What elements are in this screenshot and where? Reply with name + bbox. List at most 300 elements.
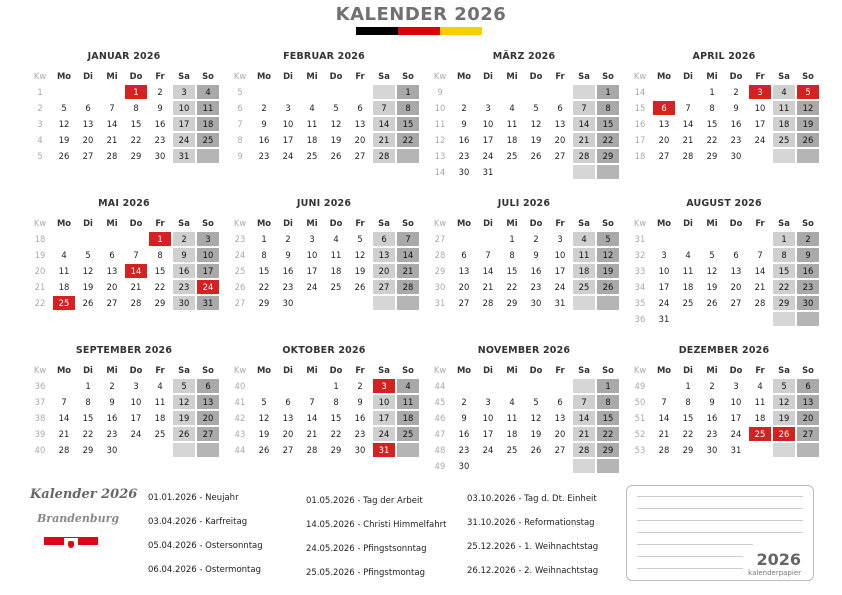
day-cell: 12 xyxy=(797,101,819,115)
day-cell: 18 xyxy=(197,117,219,131)
page-title: KALENDER 2026 xyxy=(335,4,507,25)
day-cell: 28 xyxy=(482,298,494,308)
day-cell: 29 xyxy=(597,149,619,163)
day-cell: 17 xyxy=(658,282,670,292)
day-cell: 10 xyxy=(754,103,766,113)
german-flag-stripe xyxy=(356,27,482,35)
day-cell: 21 xyxy=(373,133,395,147)
empty-cell xyxy=(453,379,475,393)
day-cell: 18 xyxy=(573,264,595,278)
day-cell: 28 xyxy=(573,443,595,457)
month-grid xyxy=(28,362,220,458)
day-cell: 20 xyxy=(730,282,742,292)
day-cell: 29 xyxy=(506,298,518,308)
day-cell: 8 xyxy=(773,248,795,262)
weekday-header: Mi xyxy=(506,218,518,228)
weekday-header: Fr xyxy=(755,365,765,375)
holiday-item: 05.04.2026 - Ostersonntag xyxy=(148,541,263,551)
day-cell: 23 xyxy=(706,429,718,439)
weekday-header: Mi xyxy=(506,71,518,81)
weekday-header: Di xyxy=(683,218,693,228)
day-cell: 12 xyxy=(773,395,795,409)
day-cell: 7 xyxy=(757,250,763,260)
weekday-header: So xyxy=(402,71,414,81)
eagle-coat-of-arms-icon xyxy=(64,538,78,552)
day-cell: 13 xyxy=(554,413,566,423)
day-cell: 10 xyxy=(554,250,566,260)
week-number: 22 xyxy=(34,298,46,308)
day-cell: 11 xyxy=(58,266,70,276)
week-number: 33 xyxy=(634,266,646,276)
brand-title: Kalender 2026 xyxy=(30,487,138,502)
day-cell: 21 xyxy=(573,427,595,441)
day-cell: 27 xyxy=(354,151,366,161)
empty-cell xyxy=(725,232,747,246)
day-cell: 1 xyxy=(685,381,691,391)
day-cell: 12 xyxy=(173,395,195,409)
week-number: 15 xyxy=(634,103,646,113)
week-number: 27 xyxy=(234,298,246,308)
day-cell: 20 xyxy=(658,135,670,145)
month-title: DEZEMBER 2026 xyxy=(678,345,770,356)
day-cell: 30 xyxy=(530,298,542,308)
day-cell: 13 xyxy=(282,413,294,423)
day-cell: 21 xyxy=(658,429,670,439)
day-cell: 3 xyxy=(173,85,195,99)
weekday-header: Di xyxy=(683,71,693,81)
day-cell: 5 xyxy=(709,250,715,260)
month-5 xyxy=(28,197,220,311)
day-cell: 4 xyxy=(157,381,163,391)
weekday-header: Do xyxy=(729,218,743,228)
day-cell: 13 xyxy=(797,395,819,409)
day-cell: 3 xyxy=(485,397,491,407)
day-cell: 18 xyxy=(397,411,419,425)
day-cell: 10 xyxy=(306,250,318,260)
day-cell: 6 xyxy=(197,379,219,393)
day-cell: 14 xyxy=(482,266,494,276)
weekday-header: So xyxy=(602,218,614,228)
flag-stripe-red xyxy=(398,27,440,35)
weekday-header: Di xyxy=(483,71,493,81)
weekday-header: Fr xyxy=(555,71,565,81)
month-grid xyxy=(228,362,420,458)
empty-cell xyxy=(501,85,523,99)
day-cell: 4 xyxy=(773,85,795,99)
month-8 xyxy=(628,197,820,327)
weekday-header: Fr xyxy=(155,218,165,228)
holiday-list-column-3 xyxy=(467,487,598,583)
day-cell: 10 xyxy=(730,397,742,407)
day-cell: 13 xyxy=(354,119,366,129)
day-cell: 11 xyxy=(397,395,419,409)
day-cell: 28 xyxy=(106,151,118,161)
empty-cell xyxy=(773,149,795,163)
day-cell: 26 xyxy=(258,445,270,455)
day-cell: 12 xyxy=(258,413,270,423)
day-cell: 27 xyxy=(282,445,294,455)
week-number: 23 xyxy=(234,234,246,244)
day-cell: 12 xyxy=(58,119,70,129)
day-cell: 23 xyxy=(173,280,195,294)
month-title: APRIL 2026 xyxy=(692,51,756,62)
day-cell: 28 xyxy=(397,280,419,294)
day-cell: 6 xyxy=(85,103,91,113)
day-cell: 15 xyxy=(597,411,619,425)
empty-cell xyxy=(749,443,771,457)
weekday-header: So xyxy=(402,365,414,375)
week-number-header: Kw xyxy=(233,71,247,81)
week-number-header: Kw xyxy=(633,365,647,375)
day-cell: 10 xyxy=(373,395,395,409)
day-cell: 1 xyxy=(125,85,147,99)
day-cell: 6 xyxy=(557,397,563,407)
day-cell: 2 xyxy=(709,381,715,391)
weekday-header: Do xyxy=(529,218,543,228)
week-number: 40 xyxy=(234,381,246,391)
week-number: 51 xyxy=(634,413,646,423)
day-cell: 30 xyxy=(154,151,166,161)
week-number: 4 xyxy=(37,135,43,145)
day-cell: 25 xyxy=(749,427,771,441)
week-number: 11 xyxy=(434,119,446,129)
empty-cell xyxy=(397,296,419,310)
day-cell: 17 xyxy=(282,135,294,145)
week-number: 6 xyxy=(237,103,243,113)
day-cell: 9 xyxy=(261,119,267,129)
month-title: SEPTEMBER 2026 xyxy=(75,345,173,356)
day-cell: 18 xyxy=(754,413,766,423)
day-cell: 3 xyxy=(485,103,491,113)
day-cell: 24 xyxy=(482,445,494,455)
day-cell: 29 xyxy=(682,445,694,455)
weekday-header: Mo xyxy=(456,218,472,228)
day-cell: 11 xyxy=(506,413,518,423)
day-cell: 20 xyxy=(554,135,566,145)
day-cell: 18 xyxy=(773,117,795,131)
week-number: 2 xyxy=(37,103,43,113)
day-cell: 16 xyxy=(458,135,470,145)
weekday-header: Do xyxy=(129,365,143,375)
day-cell: 24 xyxy=(730,429,742,439)
week-number: 49 xyxy=(634,381,646,391)
day-cell: 14 xyxy=(58,413,70,423)
day-cell: 27 xyxy=(106,298,118,308)
day-cell: 13 xyxy=(82,119,94,129)
weekday-header: Sa xyxy=(178,71,190,81)
week-number: 13 xyxy=(434,151,446,161)
weekday-header: So xyxy=(202,218,214,228)
week-number: 17 xyxy=(634,135,646,145)
day-cell: 22 xyxy=(682,429,694,439)
day-cell: 17 xyxy=(173,117,195,131)
weekday-header: Do xyxy=(129,71,143,81)
notes-caption: kalenderpapier xyxy=(748,569,801,577)
day-cell: 5 xyxy=(533,103,539,113)
week-number: 9 xyxy=(237,151,243,161)
day-cell: 22 xyxy=(130,135,142,145)
holiday-item: 25.12.2026 - 1. Weihnachtstag xyxy=(467,542,599,552)
month-7 xyxy=(428,197,620,311)
weekday-header: Fr xyxy=(755,218,765,228)
empty-cell xyxy=(349,296,371,310)
empty-cell xyxy=(173,443,195,457)
empty-cell xyxy=(301,296,323,310)
day-cell: 11 xyxy=(682,266,694,276)
weekday-header: Fr xyxy=(355,365,365,375)
day-cell: 7 xyxy=(685,103,691,113)
day-cell: 9 xyxy=(797,248,819,262)
day-cell: 12 xyxy=(354,250,366,260)
holiday-list-column-2 xyxy=(306,489,446,585)
weekday-header: Mi xyxy=(306,71,318,81)
week-number: 35 xyxy=(634,298,646,308)
empty-cell xyxy=(53,85,75,99)
day-cell: 17 xyxy=(730,413,742,423)
weekday-header: Mo xyxy=(56,365,72,375)
day-cell: 22 xyxy=(82,429,94,439)
holiday-item: 26.12.2026 - 2. Weihnachtstag xyxy=(467,566,599,576)
empty-cell xyxy=(125,443,147,457)
day-cell: 13 xyxy=(106,266,118,276)
weekday-header: Do xyxy=(329,365,343,375)
weekday-header: Mo xyxy=(456,365,472,375)
day-cell: 2 xyxy=(797,232,819,246)
month-9 xyxy=(28,344,220,458)
empty-cell xyxy=(549,459,571,473)
day-cell: 29 xyxy=(130,151,142,161)
weekday-header: Di xyxy=(283,218,293,228)
day-cell: 16 xyxy=(258,135,270,145)
day-cell: 12 xyxy=(597,248,619,262)
month-12 xyxy=(628,344,820,458)
day-cell: 2 xyxy=(261,103,267,113)
day-cell: 25 xyxy=(506,151,518,161)
day-cell: 3 xyxy=(373,379,395,393)
week-number: 5 xyxy=(37,151,43,161)
empty-cell xyxy=(253,379,275,393)
day-cell: 2 xyxy=(733,87,739,97)
day-cell: 13 xyxy=(658,119,670,129)
day-cell: 19 xyxy=(330,135,342,145)
day-cell: 27 xyxy=(730,298,742,308)
month-title: MÄRZ 2026 xyxy=(492,51,556,62)
day-cell: 25 xyxy=(506,445,518,455)
day-cell: 31 xyxy=(373,443,395,457)
day-cell: 5 xyxy=(533,397,539,407)
day-cell: 31 xyxy=(730,445,742,455)
weekday-header: Mo xyxy=(256,218,272,228)
day-cell: 6 xyxy=(797,379,819,393)
weekday-header: Fr xyxy=(355,71,365,81)
week-number-header: Kw xyxy=(433,218,447,228)
week-number: 50 xyxy=(634,397,646,407)
day-cell: 19 xyxy=(173,411,195,425)
day-cell: 18 xyxy=(306,135,318,145)
day-cell: 6 xyxy=(357,103,363,113)
day-cell: 15 xyxy=(773,264,795,278)
weekday-header: Fr xyxy=(755,71,765,81)
day-cell: 4 xyxy=(509,397,515,407)
day-cell: 8 xyxy=(133,103,139,113)
day-cell: 26 xyxy=(354,282,366,292)
day-cell: 24 xyxy=(173,133,195,147)
day-cell: 30 xyxy=(458,461,470,471)
day-cell: 30 xyxy=(106,445,118,455)
day-cell: 21 xyxy=(106,135,118,145)
day-cell: 10 xyxy=(482,119,494,129)
day-cell: 11 xyxy=(754,397,766,407)
day-cell: 28 xyxy=(373,149,395,163)
week-number: 1 xyxy=(37,87,43,97)
day-cell: 29 xyxy=(773,296,795,310)
empty-cell xyxy=(549,379,571,393)
month-grid xyxy=(428,68,620,180)
day-cell: 7 xyxy=(133,250,139,260)
day-cell: 15 xyxy=(154,266,166,276)
holiday-item: 01.05.2026 - Tag der Arbeit xyxy=(306,496,423,506)
month-3 xyxy=(428,50,620,180)
day-cell: 15 xyxy=(330,413,342,423)
day-cell: 29 xyxy=(597,443,619,457)
day-cell: 19 xyxy=(354,266,366,276)
month-title: NOVEMBER 2026 xyxy=(477,345,571,356)
empty-cell xyxy=(501,165,523,179)
day-cell: 13 xyxy=(554,119,566,129)
day-cell: 26 xyxy=(597,280,619,294)
week-number: 3 xyxy=(37,119,43,129)
day-cell: 11 xyxy=(330,250,342,260)
day-cell: 16 xyxy=(354,413,366,423)
day-cell: 15 xyxy=(397,117,419,131)
day-cell: 21 xyxy=(754,282,766,292)
empty-cell xyxy=(349,85,371,99)
day-cell: 26 xyxy=(706,298,718,308)
day-cell: 6 xyxy=(285,397,291,407)
empty-cell xyxy=(477,232,499,246)
empty-cell xyxy=(749,312,771,326)
day-cell: 19 xyxy=(82,282,94,292)
empty-cell xyxy=(749,149,771,163)
empty-cell xyxy=(373,296,395,310)
day-cell: 23 xyxy=(458,151,470,161)
week-number: 53 xyxy=(634,445,646,455)
week-number-header: Kw xyxy=(433,365,447,375)
week-number: 14 xyxy=(434,167,446,177)
week-number: 12 xyxy=(434,135,446,145)
day-cell: 22 xyxy=(154,282,166,292)
day-cell: 19 xyxy=(530,429,542,439)
week-number: 18 xyxy=(634,151,646,161)
weekday-header: Sa xyxy=(378,218,390,228)
empty-cell xyxy=(525,165,547,179)
week-number: 49 xyxy=(434,461,446,471)
day-cell: 1 xyxy=(597,379,619,393)
day-cell: 23 xyxy=(797,280,819,294)
month-4 xyxy=(628,50,820,164)
weekday-header: So xyxy=(202,71,214,81)
day-cell: 9 xyxy=(461,413,467,423)
day-cell: 8 xyxy=(261,250,267,260)
day-cell: 24 xyxy=(282,151,294,161)
day-cell: 23 xyxy=(106,429,118,439)
day-cell: 3 xyxy=(133,381,139,391)
day-cell: 8 xyxy=(397,101,419,115)
day-cell: 17 xyxy=(130,413,142,423)
weekday-header: Di xyxy=(283,365,293,375)
empty-cell xyxy=(101,85,123,99)
day-cell: 9 xyxy=(173,248,195,262)
day-cell: 26 xyxy=(58,151,70,161)
day-cell: 21 xyxy=(573,133,595,147)
day-cell: 3 xyxy=(285,103,291,113)
weekday-header: Do xyxy=(329,218,343,228)
empty-cell xyxy=(501,459,523,473)
week-number: 26 xyxy=(234,282,246,292)
weekday-header: Mo xyxy=(256,71,272,81)
week-number: 9 xyxy=(437,87,443,97)
empty-cell xyxy=(125,232,147,246)
day-cell: 25 xyxy=(306,151,318,161)
weekday-header: Do xyxy=(129,218,143,228)
day-cell: 4 xyxy=(757,381,763,391)
day-cell: 21 xyxy=(482,282,494,292)
weekday-header: Mo xyxy=(456,71,472,81)
day-cell: 6 xyxy=(653,101,675,115)
month-grid xyxy=(428,362,620,474)
day-cell: 19 xyxy=(773,411,795,425)
holiday-item: 24.05.2026 - Pfingstsonntag xyxy=(306,544,427,554)
day-cell: 22 xyxy=(597,133,619,147)
week-number-header: Kw xyxy=(33,218,47,228)
month-title: OKTOBER 2026 xyxy=(282,345,366,356)
day-cell: 14 xyxy=(658,413,670,423)
week-number: 18 xyxy=(34,234,46,244)
day-cell: 27 xyxy=(197,427,219,441)
day-cell: 12 xyxy=(706,266,718,276)
weekday-header: Mi xyxy=(706,365,718,375)
weekday-header: Sa xyxy=(778,218,790,228)
day-cell: 5 xyxy=(333,103,339,113)
day-cell: 16 xyxy=(530,266,542,276)
empty-cell xyxy=(149,443,171,457)
day-cell: 22 xyxy=(706,135,718,145)
week-number: 38 xyxy=(34,413,46,423)
day-cell: 22 xyxy=(773,280,795,294)
week-number-header: Kw xyxy=(233,218,247,228)
week-number: 10 xyxy=(434,103,446,113)
weekday-header: Di xyxy=(83,71,93,81)
day-cell: 13 xyxy=(458,266,470,276)
day-cell: 11 xyxy=(197,101,219,115)
week-number: 14 xyxy=(634,87,646,97)
week-number: 5 xyxy=(237,87,243,97)
day-cell: 15 xyxy=(506,266,518,276)
day-cell: 28 xyxy=(58,445,70,455)
week-number-header: Kw xyxy=(33,365,47,375)
flag-stripe-black xyxy=(356,27,398,35)
week-number: 30 xyxy=(434,282,446,292)
day-cell: 24 xyxy=(754,135,766,145)
month-1 xyxy=(28,50,220,164)
weekday-header: Fr xyxy=(355,218,365,228)
weekday-header: Do xyxy=(529,71,543,81)
weekday-header: Sa xyxy=(378,365,390,375)
day-cell: 23 xyxy=(258,151,270,161)
weekday-header: So xyxy=(602,71,614,81)
day-cell: 5 xyxy=(797,85,819,99)
day-cell: 13 xyxy=(373,248,395,262)
